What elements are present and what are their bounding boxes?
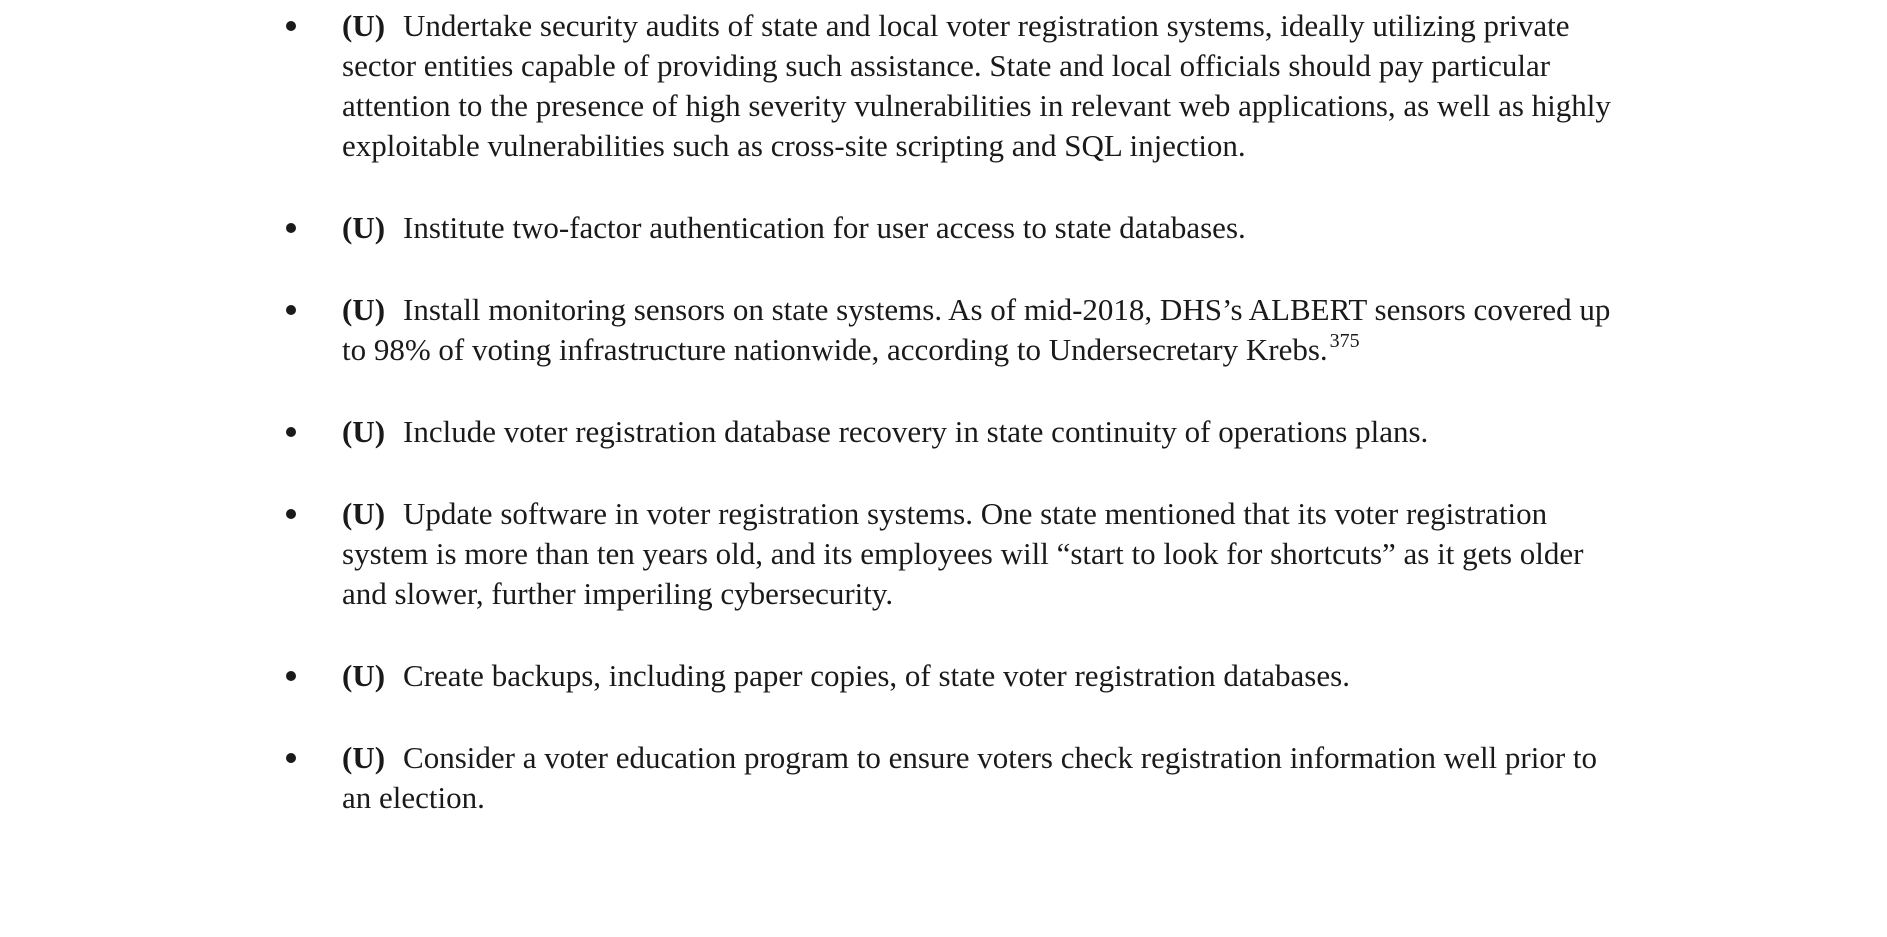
list-item xyxy=(286,6,1626,166)
bullet-text: Update software in voter registration systems. One state mentioned that its voter registration system is more than ten years old, and its employees will “start to look for shortcuts” as it gets older and slower, further imperiling cybersecurity. xyxy=(342,496,1584,611)
bullet-icon xyxy=(286,427,296,437)
classification-marking: (U) xyxy=(342,414,386,449)
classification-marking: (U) xyxy=(342,8,386,43)
bullet-text: Create backups, including paper copies, of state voter registration databases. xyxy=(403,658,1350,693)
classification-marking: (U) xyxy=(342,292,386,327)
classification-marking: (U) xyxy=(342,658,386,693)
classification-marking: (U) xyxy=(342,210,386,245)
list-item xyxy=(286,738,1626,818)
bullet-text: Install monitoring sensors on state systems. As of mid-2018, DHS’s ALBERT sensors covered up to 98% of voting infrastructure nationwide, according to Undersecretary Krebs. xyxy=(342,292,1611,367)
bullet-text: Undertake security audits of state and local voter registration systems, ideally utilizing private sector entities capable of providing such assistance. State and local officials should pay particular attention to the presence of high severity vulnerabilities in relevant web applications, as well as highly exploitable vulnerabilities such as cross-site scripting and SQL injection. xyxy=(342,8,1611,163)
list-item xyxy=(286,412,1626,452)
bullet-icon xyxy=(286,671,296,681)
bullet-text: Consider a voter education program to ensure voters check registration information well prior to an election. xyxy=(342,740,1598,815)
classification-marking: (U) xyxy=(342,496,386,531)
bullet-icon xyxy=(286,509,296,519)
bullet-icon xyxy=(286,305,296,315)
list-item xyxy=(286,290,1626,370)
recommendations-list xyxy=(286,6,1626,818)
list-item xyxy=(286,494,1626,614)
bullet-icon xyxy=(286,21,296,31)
classification-marking: (U) xyxy=(342,740,386,775)
bullet-icon xyxy=(286,223,296,233)
list-item xyxy=(286,208,1626,248)
footnote-ref[interactable]: 375 xyxy=(1329,330,1360,352)
list-item xyxy=(286,656,1626,696)
bullet-text: Institute two-factor authentication for user access to state databases. xyxy=(403,210,1246,245)
bullet-text: Include voter registration database recovery in state continuity of operations plans. xyxy=(403,414,1429,449)
bullet-icon xyxy=(286,753,296,763)
